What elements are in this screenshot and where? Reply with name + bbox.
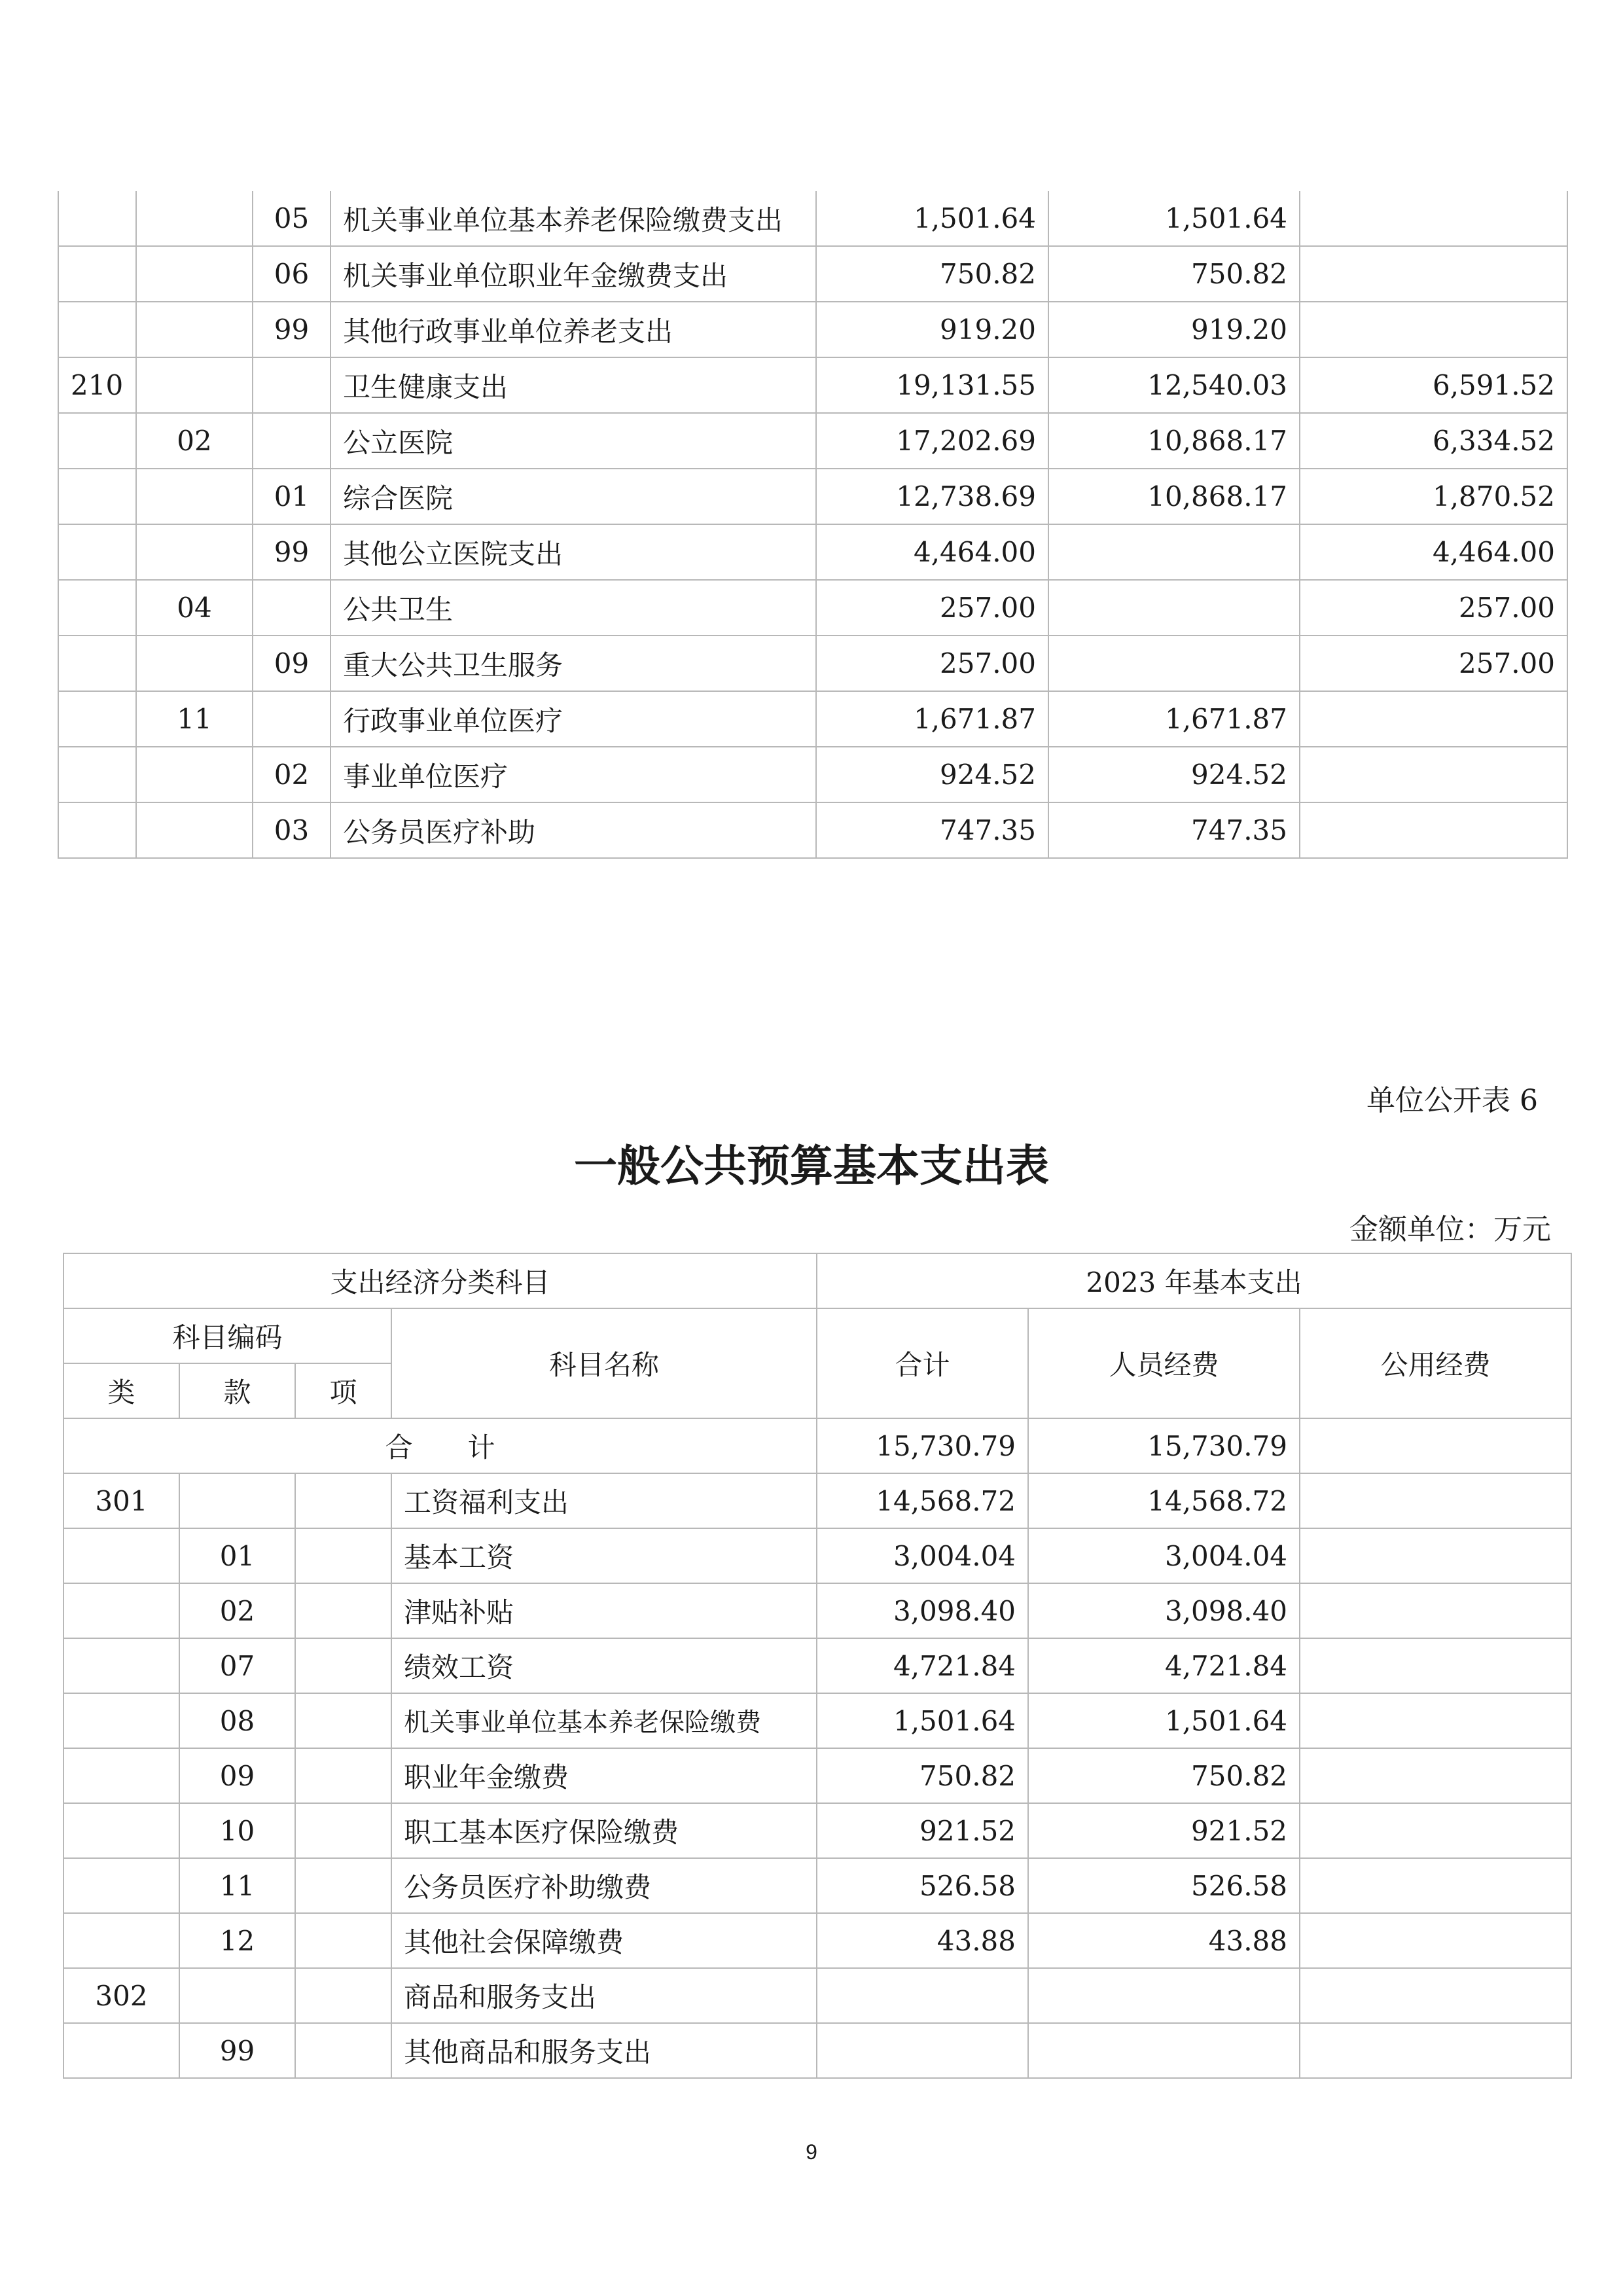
cell-name: 公务员医疗补助 <box>330 802 816 858</box>
cell-kuan <box>136 469 253 524</box>
cell-xiang: 05 <box>253 191 330 246</box>
cell-lei: 302 <box>63 1968 179 2023</box>
cell-project: 4,464.00 <box>1300 524 1567 580</box>
cell-kuan: 11 <box>179 1858 295 1913</box>
cell-kuan <box>179 1968 295 2023</box>
cell-xiang <box>253 580 330 636</box>
cell-public <box>1300 1528 1571 1583</box>
table-row <box>63 1528 1571 1583</box>
table-row <box>63 1638 1571 1693</box>
cell-personnel: 4,721.84 <box>1028 1638 1300 1693</box>
cell-xiang <box>295 1748 391 1803</box>
cell-total: 1,671.87 <box>816 691 1048 747</box>
cell-project <box>1300 191 1567 246</box>
cell-total: 3,098.40 <box>817 1583 1028 1638</box>
cell-total: 19,131.55 <box>816 357 1048 413</box>
cell-project <box>1300 246 1567 302</box>
cell-public <box>1300 1473 1571 1528</box>
cell-public <box>1300 1803 1571 1858</box>
cell-xiang <box>295 1858 391 1913</box>
cell-total: 924.52 <box>816 747 1048 802</box>
cell-lei <box>63 1583 179 1638</box>
cell-personnel: 921.52 <box>1028 1803 1300 1858</box>
doc-label: 单位公开表 6 <box>1366 1084 1538 1117</box>
cell-kuan: 99 <box>179 2023 295 2078</box>
cell-personnel: 1,501.64 <box>1028 1693 1300 1748</box>
cell-public <box>1300 1913 1571 1968</box>
cell-total: 257.00 <box>816 636 1048 691</box>
header-kuan: 款 <box>179 1363 295 1418</box>
cell-total: 750.82 <box>816 246 1048 302</box>
cell-total: 12,738.69 <box>816 469 1048 524</box>
table-row <box>58 580 1567 636</box>
cell-kuan <box>136 524 253 580</box>
sum-personnel: 15,730.79 <box>1028 1418 1300 1473</box>
cell-name: 绩效工资 <box>391 1638 817 1693</box>
header-public: 公用经费 <box>1300 1308 1571 1418</box>
cell-kuan <box>136 246 253 302</box>
cell-basic: 919.20 <box>1048 302 1300 357</box>
cell-total: 3,004.04 <box>817 1528 1028 1583</box>
header-personnel: 人员经费 <box>1028 1308 1300 1418</box>
cell-personnel: 14,568.72 <box>1028 1473 1300 1528</box>
table-row <box>63 2023 1571 2078</box>
cell-name: 卫生健康支出 <box>330 357 816 413</box>
cell-kuan <box>136 747 253 802</box>
table-header <box>63 1253 1571 1418</box>
cell-lei: 210 <box>58 357 136 413</box>
cell-xiang <box>295 2023 391 2078</box>
cell-lei <box>58 246 136 302</box>
cell-xiang <box>253 413 330 469</box>
cell-basic: 750.82 <box>1048 246 1300 302</box>
cell-basic: 747.35 <box>1048 802 1300 858</box>
cell-lei <box>58 802 136 858</box>
cell-total: 526.58 <box>817 1858 1028 1913</box>
cell-basic: 1,501.64 <box>1048 191 1300 246</box>
table-row <box>63 1693 1571 1748</box>
cell-personnel: 3,098.40 <box>1028 1583 1300 1638</box>
cell-public <box>1300 1693 1571 1748</box>
cell-kuan <box>136 802 253 858</box>
cell-public <box>1300 1583 1571 1638</box>
cell-lei <box>63 1858 179 1913</box>
table-row <box>58 691 1567 747</box>
table-row <box>58 524 1567 580</box>
table-row <box>58 413 1567 469</box>
cell-public <box>1300 2023 1571 2078</box>
cell-kuan <box>179 1473 295 1528</box>
cell-lei <box>58 636 136 691</box>
table-row <box>58 246 1567 302</box>
unit-label: 金额单位：万元 <box>1349 1213 1551 1246</box>
cell-basic: 10,868.17 <box>1048 469 1300 524</box>
cell-kuan <box>136 636 253 691</box>
cell-name: 事业单位医疗 <box>330 747 816 802</box>
table-row <box>58 802 1567 858</box>
cell-lei <box>63 1913 179 1968</box>
sum-public <box>1300 1418 1571 1473</box>
cell-name: 行政事业单位医疗 <box>330 691 816 747</box>
cell-kuan <box>136 302 253 357</box>
cell-xiang <box>295 1583 391 1638</box>
cell-xiang <box>253 357 330 413</box>
cell-lei <box>63 1803 179 1858</box>
cell-xiang <box>295 1913 391 1968</box>
cell-lei <box>58 191 136 246</box>
cell-xiang: 01 <box>253 469 330 524</box>
sum-row <box>63 1418 1571 1473</box>
cell-name: 工资福利支出 <box>391 1473 817 1528</box>
cell-project: 1,870.52 <box>1300 469 1567 524</box>
cell-total: 919.20 <box>816 302 1048 357</box>
page-title: 一般公共预算基本支出表 <box>574 1141 1049 1191</box>
cell-lei <box>63 1693 179 1748</box>
table-row <box>63 1968 1571 2023</box>
cell-name: 津贴补贴 <box>391 1583 817 1638</box>
cell-xiang <box>295 1968 391 2023</box>
cell-project: 6,591.52 <box>1300 357 1567 413</box>
cell-lei <box>58 524 136 580</box>
cell-personnel: 43.88 <box>1028 1913 1300 1968</box>
top-table-body <box>58 191 1567 858</box>
cell-lei <box>63 1528 179 1583</box>
cell-xiang: 99 <box>253 524 330 580</box>
cell-name: 公务员医疗补助缴费 <box>391 1858 817 1913</box>
cell-personnel: 526.58 <box>1028 1858 1300 1913</box>
cell-xiang: 09 <box>253 636 330 691</box>
cell-lei <box>58 302 136 357</box>
cell-total <box>817 2023 1028 2078</box>
header-code-group: 科目编码 <box>63 1308 391 1363</box>
cell-xiang <box>253 691 330 747</box>
cell-kuan <box>136 357 253 413</box>
cell-name: 机关事业单位职业年金缴费支出 <box>330 246 816 302</box>
cell-total <box>817 1968 1028 2023</box>
cell-personnel <box>1028 1968 1300 2023</box>
cell-kuan: 11 <box>136 691 253 747</box>
cell-lei <box>63 2023 179 2078</box>
cell-total: 14,568.72 <box>817 1473 1028 1528</box>
cell-project <box>1300 802 1567 858</box>
table-row <box>58 636 1567 691</box>
cell-name: 职工基本医疗保险缴费 <box>391 1803 817 1858</box>
cell-name: 机关事业单位基本养老保险缴费 <box>391 1693 817 1748</box>
table-row <box>63 1913 1571 1968</box>
cell-lei <box>58 580 136 636</box>
cell-public <box>1300 1968 1571 2023</box>
cell-basic <box>1048 580 1300 636</box>
header-year-group: 2023 年基本支出 <box>817 1253 1571 1308</box>
header-category-group: 支出经济分类科目 <box>63 1253 817 1308</box>
cell-name: 重大公共卫生服务 <box>330 636 816 691</box>
table-row <box>58 747 1567 802</box>
cell-xiang <box>295 1528 391 1583</box>
cell-kuan: 01 <box>179 1528 295 1583</box>
cell-xiang: 06 <box>253 246 330 302</box>
cell-basic: 1,671.87 <box>1048 691 1300 747</box>
table-row <box>63 1803 1571 1858</box>
cell-name: 其他行政事业单位养老支出 <box>330 302 816 357</box>
cell-total: 1,501.64 <box>816 191 1048 246</box>
cell-basic <box>1048 636 1300 691</box>
cell-total: 257.00 <box>816 580 1048 636</box>
header-lei: 类 <box>63 1363 179 1418</box>
cell-kuan: 08 <box>179 1693 295 1748</box>
cell-basic: 924.52 <box>1048 747 1300 802</box>
cell-name: 基本工资 <box>391 1528 817 1583</box>
cell-personnel: 750.82 <box>1028 1748 1300 1803</box>
cell-personnel <box>1028 2023 1300 2078</box>
cell-total: 1,501.64 <box>817 1693 1028 1748</box>
cell-name: 机关事业单位基本养老保险缴费支出 <box>330 191 816 246</box>
cell-xiang <box>295 1473 391 1528</box>
cell-lei <box>58 469 136 524</box>
cell-project <box>1300 691 1567 747</box>
cell-xiang <box>295 1693 391 1748</box>
cell-total: 43.88 <box>817 1913 1028 1968</box>
cell-total: 921.52 <box>817 1803 1028 1858</box>
cell-public <box>1300 1638 1571 1693</box>
cell-xiang: 99 <box>253 302 330 357</box>
cell-name: 职业年金缴费 <box>391 1748 817 1803</box>
cell-name: 其他社会保障缴费 <box>391 1913 817 1968</box>
header-total: 合计 <box>817 1308 1028 1418</box>
header-row-2 <box>63 1308 1571 1363</box>
cell-total: 4,721.84 <box>817 1638 1028 1693</box>
cell-kuan: 04 <box>136 580 253 636</box>
cell-kuan: 10 <box>179 1803 295 1858</box>
sum-label: 合 计 <box>63 1418 817 1473</box>
cell-lei: 301 <box>63 1473 179 1528</box>
cell-kuan: 07 <box>179 1638 295 1693</box>
cell-name: 商品和服务支出 <box>391 1968 817 2023</box>
cell-project: 257.00 <box>1300 580 1567 636</box>
cell-total: 750.82 <box>817 1748 1028 1803</box>
page-number: 9 <box>806 2140 817 2164</box>
table-row <box>63 1748 1571 1803</box>
table-row <box>58 469 1567 524</box>
cell-xiang: 03 <box>253 802 330 858</box>
cell-project: 6,334.52 <box>1300 413 1567 469</box>
cell-total: 747.35 <box>816 802 1048 858</box>
cell-lei <box>58 747 136 802</box>
basic-expenditure-table <box>63 1253 1572 2079</box>
cell-kuan: 02 <box>179 1583 295 1638</box>
table-row <box>63 1858 1571 1913</box>
cell-total: 17,202.69 <box>816 413 1048 469</box>
cell-basic: 10,868.17 <box>1048 413 1300 469</box>
cell-kuan: 12 <box>179 1913 295 1968</box>
cell-personnel: 3,004.04 <box>1028 1528 1300 1583</box>
cell-public <box>1300 1748 1571 1803</box>
cell-total: 4,464.00 <box>816 524 1048 580</box>
top-expenditure-table <box>58 191 1568 859</box>
cell-lei <box>58 413 136 469</box>
table-row <box>58 191 1567 246</box>
cell-kuan: 02 <box>136 413 253 469</box>
cell-xiang: 02 <box>253 747 330 802</box>
table-row <box>58 302 1567 357</box>
cell-project: 257.00 <box>1300 636 1567 691</box>
cell-lei <box>63 1748 179 1803</box>
header-row-1 <box>63 1253 1571 1308</box>
table-row <box>63 1583 1571 1638</box>
cell-basic <box>1048 524 1300 580</box>
cell-name: 公共卫生 <box>330 580 816 636</box>
sum-total: 15,730.79 <box>817 1418 1028 1473</box>
bottom-table-body <box>63 1418 1571 2078</box>
header-name: 科目名称 <box>391 1308 817 1418</box>
cell-project <box>1300 747 1567 802</box>
cell-lei <box>63 1638 179 1693</box>
cell-xiang <box>295 1638 391 1693</box>
cell-name: 其他公立医院支出 <box>330 524 816 580</box>
cell-lei <box>58 691 136 747</box>
table-row <box>63 1473 1571 1528</box>
cell-kuan: 09 <box>179 1748 295 1803</box>
cell-kuan <box>136 191 253 246</box>
cell-name: 其他商品和服务支出 <box>391 2023 817 2078</box>
cell-name: 综合医院 <box>330 469 816 524</box>
cell-basic: 12,540.03 <box>1048 357 1300 413</box>
cell-name: 公立医院 <box>330 413 816 469</box>
cell-xiang <box>295 1803 391 1858</box>
table-row <box>58 357 1567 413</box>
header-xiang: 项 <box>295 1363 391 1418</box>
cell-public <box>1300 1858 1571 1913</box>
cell-project <box>1300 302 1567 357</box>
